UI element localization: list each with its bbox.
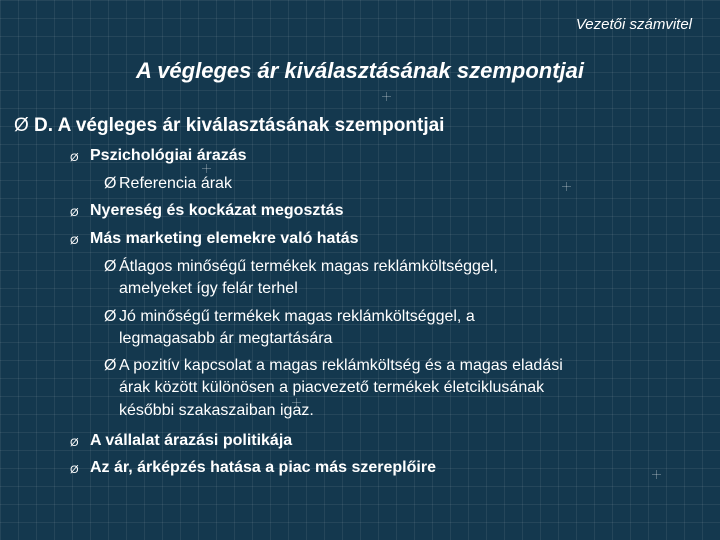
sub-bullet-positive-relation-line2: árak között különösen a piacvezető termékek életciklusának — [119, 379, 545, 396]
arrow-bullet-icon: Ø — [70, 437, 79, 449]
plus-mark-icon — [652, 470, 661, 479]
sub-bullet-positive-relation-line3: későbbi szakaszaiban igaz. — [119, 402, 314, 419]
bullet-company-pricing-policy: A vállalat árazási politikája — [90, 432, 293, 449]
sub-bullet-positive-relation-line1: A pozitív kapcsolat a magas reklámköltség és a magas eladási — [119, 357, 563, 374]
sub-bullet-average-quality-line1: Átlagos minőségű termékek magas reklámköltséggel, — [119, 258, 498, 275]
main-heading: D. A végleges ár kiválasztásának szempontjai — [34, 115, 445, 136]
bullet-psychological-pricing: Pszichológiai árazás — [90, 147, 247, 164]
sub-bullet-reference-prices: Referencia árak — [119, 175, 232, 192]
bullet-profit-risk-sharing: Nyereség és kockázat megosztás — [90, 202, 344, 219]
bullet-marketing-effect: Más marketing elemekre való hatás — [90, 230, 359, 247]
arrow-bullet-icon: Ø — [70, 152, 79, 164]
arrow-bullet-icon: Ø — [104, 258, 117, 275]
plus-mark-icon — [562, 182, 571, 191]
slide-title: A végleges ár kiválasztásának szempontjai — [136, 58, 584, 83]
arrow-bullet-icon: Ø — [14, 115, 29, 136]
sub-bullet-good-quality-line2: legmagasabb ár megtartására — [119, 330, 333, 347]
arrow-bullet-icon: Ø — [70, 464, 79, 476]
arrow-bullet-icon: Ø — [104, 357, 117, 374]
arrow-bullet-icon: Ø — [70, 207, 79, 219]
plus-mark-icon — [382, 92, 391, 101]
course-title: Vezetői számvitel — [575, 16, 692, 33]
arrow-bullet-icon: Ø — [70, 235, 79, 247]
sub-bullet-good-quality-line1: Jó minőségű termékek magas reklámköltséggel, a — [119, 308, 475, 325]
sub-bullet-average-quality-line2: amelyeket így felár terhel — [119, 280, 298, 297]
arrow-bullet-icon: Ø — [104, 308, 117, 325]
bullet-market-players-effect: Az ár, árképzés hatása a piac más szereplőire — [90, 459, 436, 476]
arrow-bullet-icon: Ø — [104, 175, 117, 192]
